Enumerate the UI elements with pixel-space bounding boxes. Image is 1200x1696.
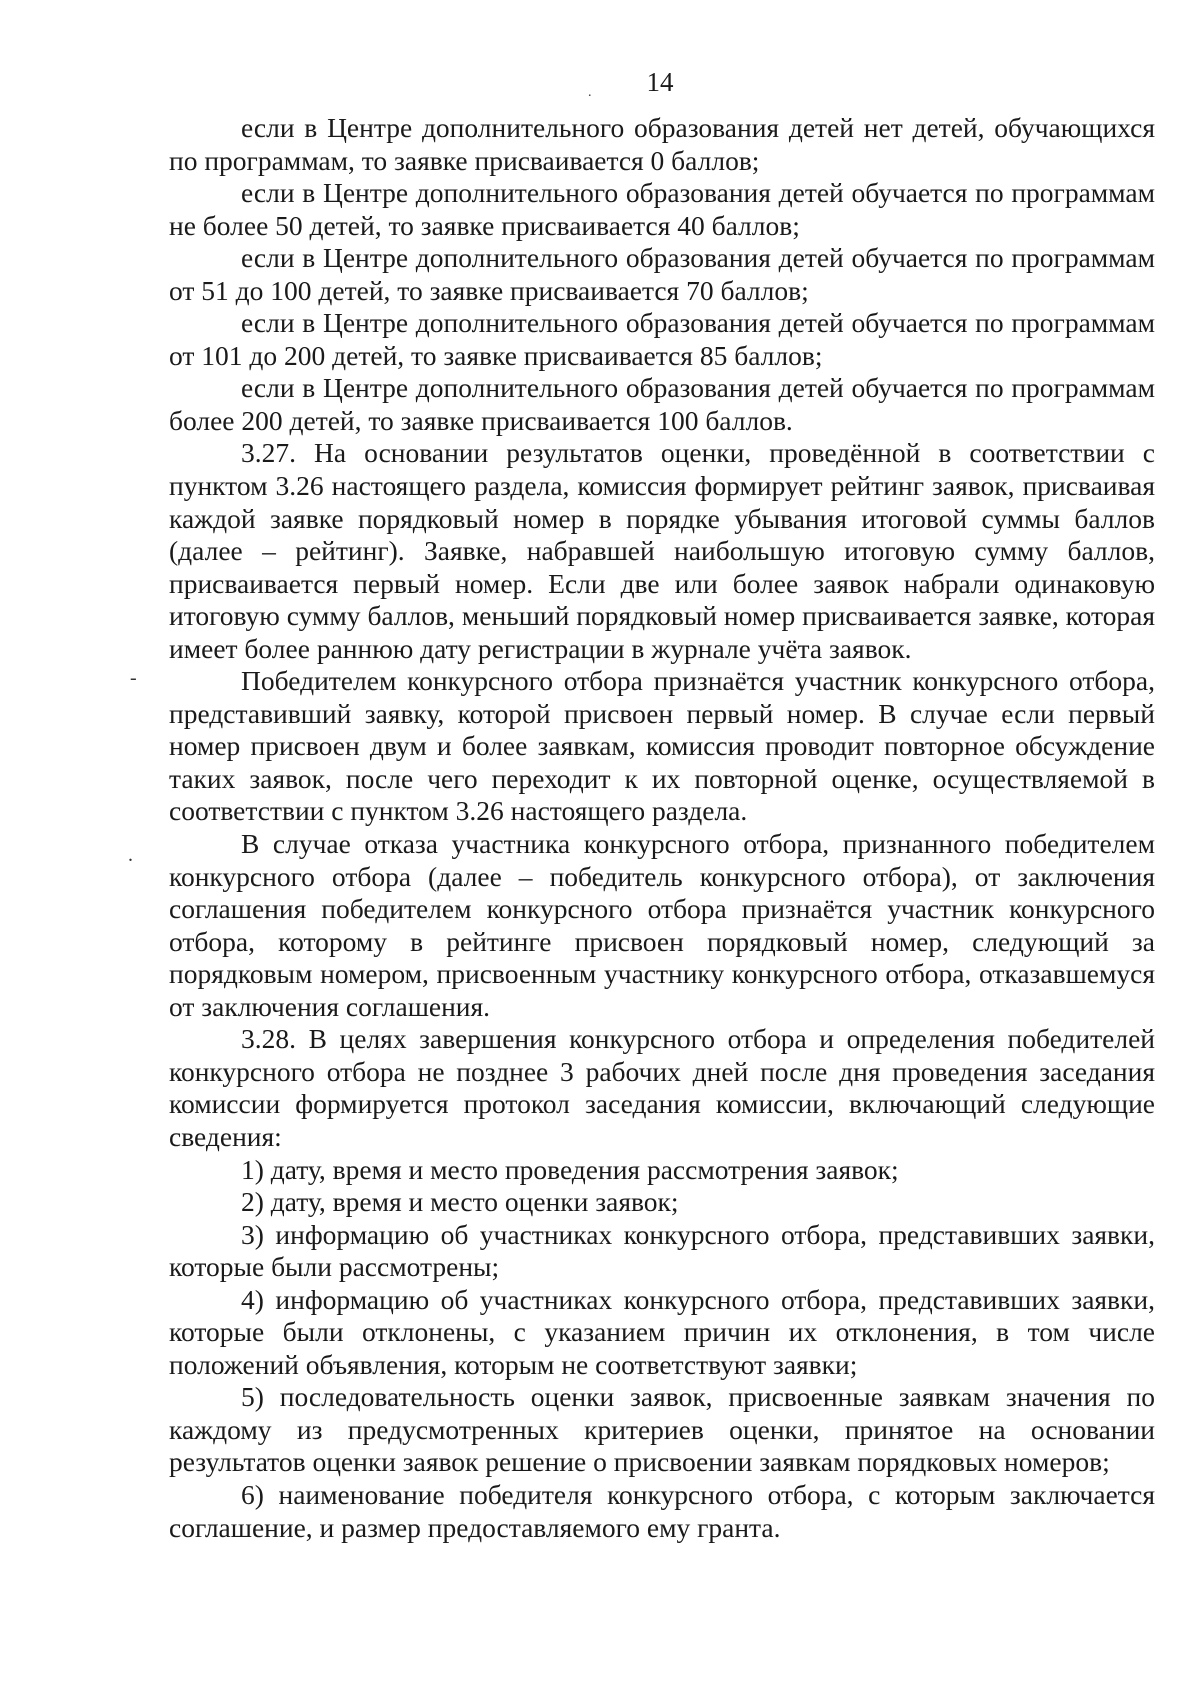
paragraph-criterion-101-200: если в Центре дополнительного образования детей обучается по программам от 101 до 200 детей, то заявке присваивается 85 баллов; <box>169 307 1155 371</box>
list-item-2: 2) дату, время и место оценки заявок; <box>241 1186 679 1218</box>
list-item-3: 3) информацию об участниках конкурсного отбора, представивших заявки, которые были рассмотрены; <box>169 1218 1155 1283</box>
list-item-1: 1) дату, время и место проведения рассмотрения заявок; <box>241 1153 899 1185</box>
paragraph-criterion-51-100: если в Центре дополнительного образования детей обучается по программам от 51 до 100 детей, то заявке присваивается 70 баллов; <box>169 242 1155 306</box>
scan-mark: - <box>130 667 137 689</box>
paragraph-3-27: 3.27. На основании результатов оценки, проведённой в соответствии с пунктом 3.26 настоящего раздела, комиссия формирует рейтинг заявок, присваивая каждой заявке порядковый номер в порядке убывания итоговой суммы баллов (далее – рейтинг). Заявке, набравшей наибольшую итоговую сумму баллов, присваивается первый номер. Если две или более заявок набрали одинаковую итоговую сумму баллов, меньший порядковый номер присваивается заявке, которая имеет более раннюю дату регистрации в журнале учёта заявок. <box>169 437 1155 664</box>
page-number: 14 <box>646 67 674 97</box>
paragraph-winner: Победителем конкурсного отбора признаётся участник конкурсного отбора, представивший заявку, которой присвоен первый номер. В случае если первый номер присвоен двум и более заявкам, комиссия проводит повторное обсуждение таких заявок, после чего переходит к их повторной оценке, осуществляемой в соответствии с пунктом 3.26 настоящего раздела. <box>169 665 1155 827</box>
paragraph-criterion-50: если в Центре дополнительного образования детей обучается по программам не более 50 детей, то заявке присваивается 40 баллов; <box>169 177 1155 241</box>
list-item-5: 5) последовательность оценки заявок, присвоенные заявкам значения по каждому из предусмотренных критериев оценки, принятое на основании результатов оценки заявок решение о присвоении заявкам порядковых номеров; <box>169 1381 1155 1478</box>
scan-speck: . <box>588 85 592 100</box>
scan-mark: . <box>128 844 133 866</box>
paragraph-criterion-0: если в Центре дополнительного образования детей нет детей, обучающихся по программам, то заявке присваивается 0 баллов; <box>169 112 1155 176</box>
list-item-4: 4) информацию об участниках конкурсного отбора, представивших заявки, которые были отклонены, с указанием причин их отклонения, в том числе положений объявления, которым не соответствуют заявки; <box>169 1283 1155 1380</box>
document-body <box>169 112 1155 1544</box>
paragraph-criterion-200plus: если в Центре дополнительного образования детей обучается по программам более 200 детей, то заявке присваивается 100 баллов. <box>169 372 1155 436</box>
list-item-6: 6) наименование победителя конкурсного отбора, с которым заключается соглашение, и размер предоставляемого ему гранта. <box>169 1478 1155 1543</box>
paragraph-refusal: В случае отказа участника конкурсного отбора, признанного победителем конкурсного отбора (далее – победитель конкурсного отбора), от заключения соглашения победителем конкурсного отбора признаётся участник конкурсного отбора, которому в рейтинге присвоен порядковый номер, следующий за порядковым номером, присвоенным участнику конкурсного отбора, отказавшемуся от заключения соглашения. <box>169 828 1155 1022</box>
paragraph-3-28: 3.28. В целях завершения конкурсного отбора и определения победителей конкурсного отбора не позднее 3 рабочих дней после дня проведения заседания комиссии формируется протокол заседания комиссии, включающий следующие сведения: <box>169 1023 1155 1152</box>
